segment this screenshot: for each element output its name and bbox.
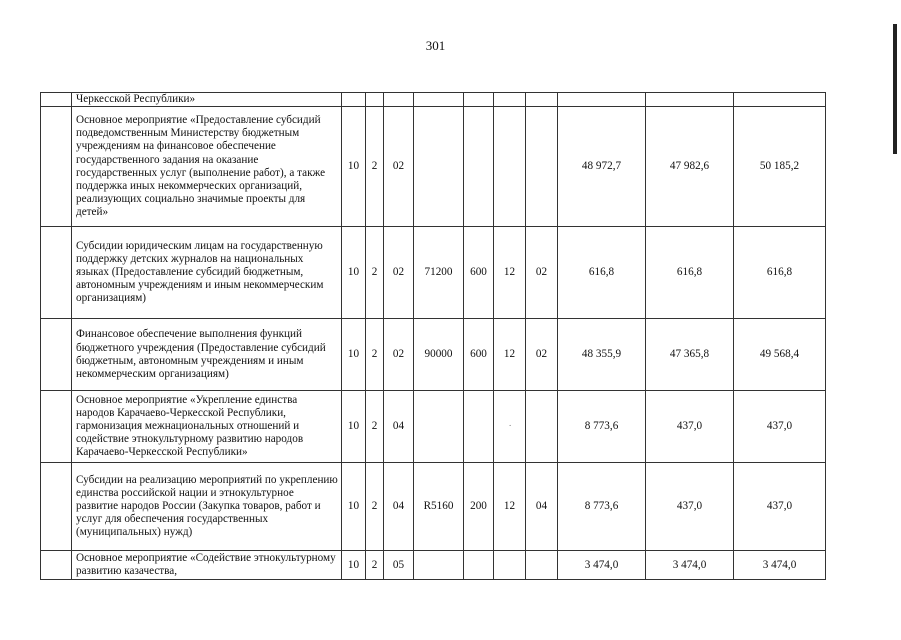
- code-cell-c7: [526, 551, 558, 580]
- amount-cell-y2: 616,8: [646, 227, 734, 319]
- code-cell-c3: 05: [384, 551, 414, 580]
- code-cell-c4: [414, 107, 464, 227]
- item-name-cell: Субсидии на реализацию мероприятий по укреплению единства российской нации и этнокультурное развитие народов России (Закупка товаров, работ и услуг для обеспечения государственных (муниципальных) нужд): [72, 463, 342, 551]
- code-cell-c6: 12: [494, 463, 526, 551]
- code-cell-c5: [464, 107, 494, 227]
- code-cell-c5: [464, 551, 494, 580]
- budget-table-body: [41, 93, 826, 580]
- scan-artifact-dot: .: [509, 418, 512, 428]
- amount-cell-y3: [734, 93, 826, 107]
- amount-cell-y2: 47 982,6: [646, 107, 734, 227]
- code-cell-c7: [526, 93, 558, 107]
- code-cell-c7: 04: [526, 463, 558, 551]
- row-number-cell: [41, 227, 72, 319]
- code-cell-c7: 02: [526, 319, 558, 391]
- code-cell-c5: [464, 391, 494, 463]
- code-cell-c2: 2: [366, 551, 384, 580]
- item-name-cell: Основное мероприятие «Укрепление единства народов Карачаево-Черкесской Республики, гармонизация межнациональных отношений и содействие этнокультурному развитию народов Карачаево-Черкесской Республики»: [72, 391, 342, 463]
- table-row: [41, 227, 826, 319]
- amount-cell-y1: 48 972,7: [558, 107, 646, 227]
- table-row: [41, 319, 826, 391]
- code-cell-c5: [464, 93, 494, 107]
- code-cell-c6: [494, 391, 526, 463]
- code-cell-c2: 2: [366, 319, 384, 391]
- code-cell-c1: 10: [342, 551, 366, 580]
- code-cell-c4: [414, 551, 464, 580]
- amount-cell-y3: 50 185,2: [734, 107, 826, 227]
- item-name-cell: Финансовое обеспечение выполнения функций бюджетного учреждения (Предоставление субсидий бюджетным, автономным учреждениям и иным некоммерческим организациям): [72, 319, 342, 391]
- code-cell-c1: 10: [342, 227, 366, 319]
- table-row: [41, 391, 826, 463]
- code-cell-c6: 12: [494, 319, 526, 391]
- code-cell-c1: 10: [342, 107, 366, 227]
- row-number-cell: [41, 319, 72, 391]
- amount-cell-y1: 3 474,0: [558, 551, 646, 580]
- code-cell-c1: 10: [342, 319, 366, 391]
- code-cell-c1: 10: [342, 391, 366, 463]
- amount-cell-y1: [558, 93, 646, 107]
- table-row: [41, 551, 826, 580]
- code-cell-c2: 2: [366, 107, 384, 227]
- code-cell-c7: 02: [526, 227, 558, 319]
- amount-cell-y1: 8 773,6: [558, 391, 646, 463]
- amount-cell-y3: 437,0: [734, 391, 826, 463]
- amount-cell-y2: 3 474,0: [646, 551, 734, 580]
- code-cell-c3: 04: [384, 463, 414, 551]
- code-cell-c3: [384, 93, 414, 107]
- code-cell-c4: [414, 391, 464, 463]
- code-cell-c6: [494, 551, 526, 580]
- code-cell-c1: [342, 93, 366, 107]
- amount-cell-y3: 616,8: [734, 227, 826, 319]
- amount-cell-y1: 616,8: [558, 227, 646, 319]
- code-cell-c2: 2: [366, 463, 384, 551]
- budget-table: [40, 92, 826, 580]
- amount-cell-y3: 49 568,4: [734, 319, 826, 391]
- code-cell-c5: 600: [464, 319, 494, 391]
- code-cell-c7: [526, 107, 558, 227]
- code-cell-c6: 12: [494, 227, 526, 319]
- code-cell-c2: 2: [366, 227, 384, 319]
- amount-cell-y1: 48 355,9: [558, 319, 646, 391]
- row-number-cell: [41, 463, 72, 551]
- table-row: [41, 107, 826, 227]
- code-cell-c6: [494, 93, 526, 107]
- amount-cell-y2: 47 365,8: [646, 319, 734, 391]
- code-cell-c3: 02: [384, 107, 414, 227]
- code-cell-c2: 2: [366, 391, 384, 463]
- code-cell-c4: [414, 93, 464, 107]
- page-number: 301: [425, 38, 446, 53]
- row-number-cell: [41, 551, 72, 580]
- code-cell-c1: 10: [342, 463, 366, 551]
- row-number-cell: [41, 107, 72, 227]
- item-name-cell: Субсидии юридическим лицам на государственную поддержку детских журналов на национальных языках (Предоставление субсидий бюджетным, автономным учреждениям и иным некоммерческим организациям): [72, 227, 342, 319]
- code-cell-c5: 200: [464, 463, 494, 551]
- code-cell-c3: 02: [384, 319, 414, 391]
- amount-cell-y3: 437,0: [734, 463, 826, 551]
- amount-cell-y3: 3 474,0: [734, 551, 826, 580]
- item-name-cell: Черкесской Республики»: [72, 93, 342, 107]
- code-cell-c4: R5160: [414, 463, 464, 551]
- table-row: [41, 93, 826, 107]
- row-number-cell: [41, 391, 72, 463]
- code-cell-c7: [526, 391, 558, 463]
- row-number-cell: [41, 93, 72, 107]
- amount-cell-y2: 437,0: [646, 391, 734, 463]
- amount-cell-y1: 8 773,6: [558, 463, 646, 551]
- code-cell-c6: [494, 107, 526, 227]
- amount-cell-y2: [646, 93, 734, 107]
- code-cell-c4: 90000: [414, 319, 464, 391]
- scan-edge-mark: [893, 24, 897, 154]
- code-cell-c4: 71200: [414, 227, 464, 319]
- table-row: [41, 463, 826, 551]
- item-name-cell: Основное мероприятие «Содействие этнокультурному развитию казачества,: [72, 551, 342, 580]
- code-cell-c3: 04: [384, 391, 414, 463]
- code-cell-c3: 02: [384, 227, 414, 319]
- code-cell-c2: [366, 93, 384, 107]
- code-cell-c5: 600: [464, 227, 494, 319]
- item-name-cell: Основное мероприятие «Предоставление субсидий подведомственным Министерству бюджетным учреждениям на финансовое обеспечение государственного задания на оказание государственных услуг (выполнение работ), а также поддержка иных некоммерческих организаций, реализующих социально значимые проекты для детей»: [72, 107, 342, 227]
- amount-cell-y2: 437,0: [646, 463, 734, 551]
